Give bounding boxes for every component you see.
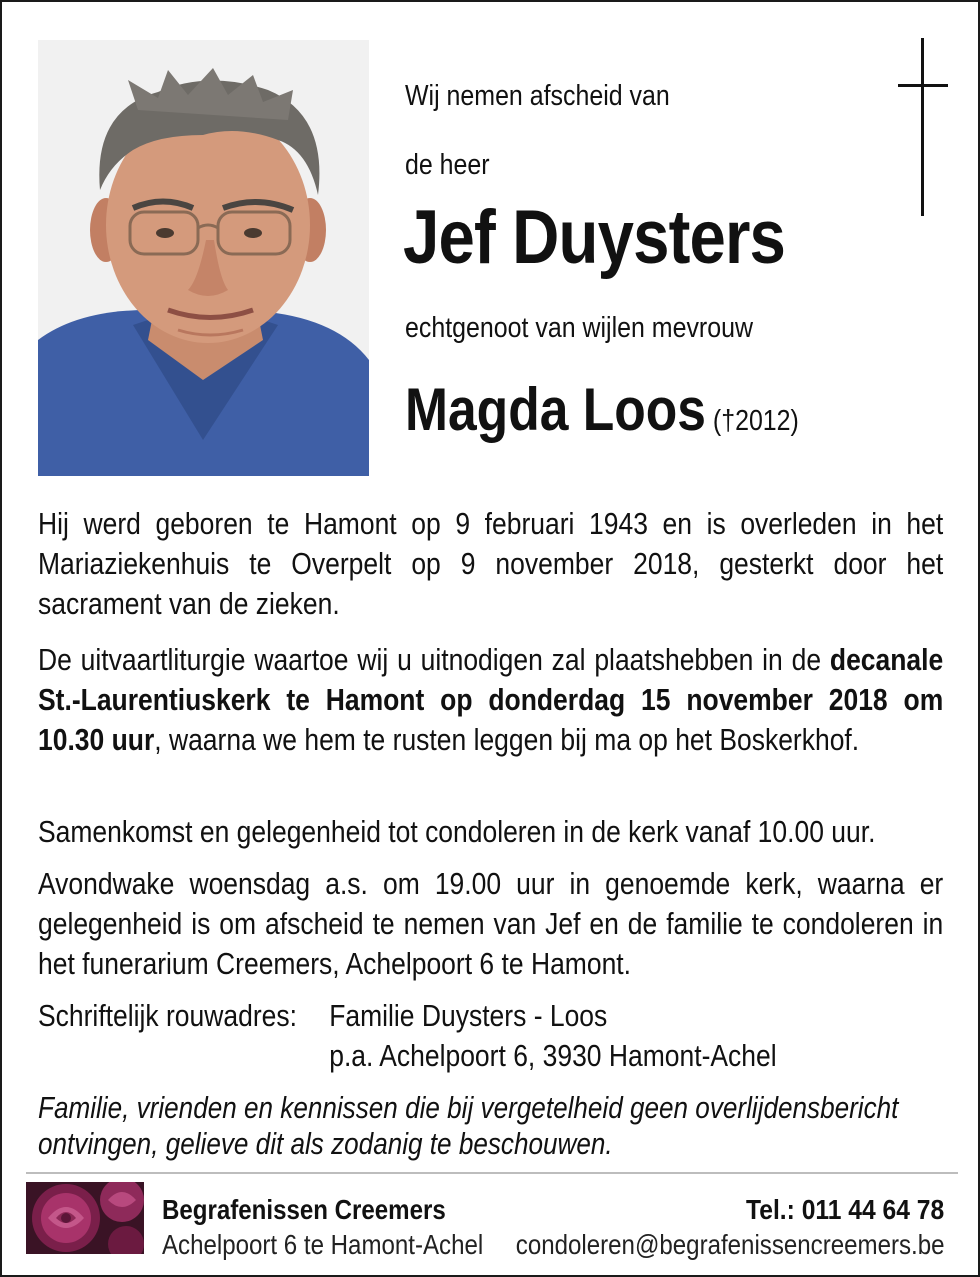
- spouse-death-year: (†2012): [712, 405, 799, 437]
- funeral-home-name: Begrafenissen Creemers: [162, 1194, 446, 1225]
- wake-paragraph: Avondwake woensdag a.s. om 19.00 uur in genoemde kerk, waarna er gelegenheid is om afscheid te nemen van Jef en de familie te condoleren in het funerarium Creemers, Achelpoort 6 te Hamont.: [38, 866, 944, 981]
- rose-image: [26, 1182, 144, 1254]
- funeral-datetime: 15 november 2018 om 10.30 uur: [38, 682, 944, 757]
- intro-text: Wij nemen afscheid van: [405, 80, 670, 112]
- spouse-line: [405, 375, 799, 444]
- birth-death-paragraph: Hij werd geboren te Hamont op 9 februari 1943 en is overleden in het Mariaziekenhuis te Overpelt op 9 november 2018, gesterkt door het sacrament van de zieken.: [38, 506, 944, 621]
- honorific: de heer: [405, 149, 490, 181]
- portrait-photo: [38, 40, 369, 476]
- portrait-illustration: [38, 40, 369, 476]
- funeral-rest: , waarna we hem te rusten leggen bij ma op het Boskerkhof.: [154, 722, 860, 757]
- deceased-name: Jef Duysters: [403, 195, 786, 280]
- funeral-paragraph: [38, 640, 943, 760]
- address-line-2: p.a. Achelpoort 6, 3930 Hamont-Achel: [329, 1038, 777, 1073]
- funeral-home-phone: Tel.: 011 44 64 78: [745, 1194, 944, 1225]
- rose-illustration: [26, 1182, 144, 1254]
- relation-text: echtgenoot van wijlen mevrouw: [405, 312, 753, 344]
- address-label: Schriftelijk rouwadres:: [38, 998, 297, 1033]
- gathering-paragraph: Samenkomst en gelegenheid tot condoleren in de kerk vanaf 10.00 uur.: [38, 814, 876, 849]
- address-line-1: Familie Duysters - Loos: [329, 998, 608, 1033]
- closing-note: Familie, vrienden en kennissen die bij vergetelheid geen overlijdensbericht ontvingen, gelieve dit als zodanig te beschouwen.: [38, 1090, 899, 1161]
- funeral-home-address: Achelpoort 6 te Hamont-Achel: [162, 1229, 484, 1260]
- funeral-intro: De uitvaartliturgie waartoe wij u uitnodigen zal plaatshebben in de: [38, 642, 822, 677]
- funeral-home-email[interactable]: condoleren@begrafenissencreemers.be: [515, 1229, 944, 1260]
- spouse-name: Magda Loos: [405, 376, 707, 443]
- mourning-address: [38, 996, 777, 1076]
- footer-divider: [26, 1172, 958, 1174]
- funeral-church: decanale St.-Laurentiuskerk te Hamont op donderdag: [38, 642, 944, 717]
- cross-icon: [898, 38, 948, 216]
